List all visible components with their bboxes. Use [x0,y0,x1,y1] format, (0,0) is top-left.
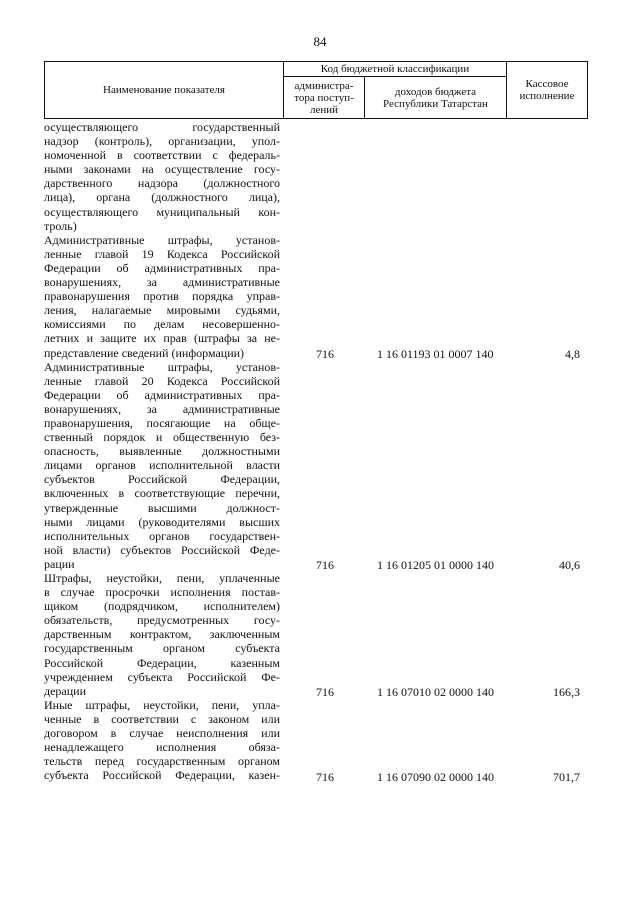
text-line: Административные штрафы, установ- [44,359,280,374]
header-administrator-column: администра-тора поступ-лений [283,76,365,119]
text-line: дарственным контрактом, заключенным [44,627,280,642]
text-line: троль) [44,218,77,233]
text-line: исполнительных органов государствен- [44,528,280,543]
text-line: правонарушения против порядка управ- [44,289,280,304]
text-line: в случае просрочки исполнения постав- [44,585,280,600]
text-line: ленные главой 20 Кодекса Российской [44,373,280,388]
paragraph [44,698,280,783]
text-line: ченные в соответствии с законом или [44,711,280,726]
text-line: тельств перед государственным органом [44,754,280,769]
text-line: дерации [44,683,87,698]
header-execution-column: Кассовое исполнение [506,61,588,119]
text-line: лица), органа (должностного лица), [44,190,280,205]
text-line: Штрафы, неустойки, пени, уплаченные [44,571,280,585]
income-classification-code: 1 16 01205 01 0000 140 [377,558,494,572]
text-line: ной власти) субъектов Российской Феде- [44,542,280,557]
paragraph [44,233,280,360]
text-line: ственный порядок и общественную без- [44,430,280,445]
administrator-code: 716 [316,770,334,784]
income-classification-code: 1 16 07010 02 0000 140 [377,685,494,699]
text-line: Иные штрафы, неустойки, пени, упла- [44,697,280,712]
header-budget-code-group: Код бюджетной классификации [283,61,507,77]
text-line: опасность, выявленные должностными [44,444,280,459]
paragraph [44,571,280,698]
execution-amount: 4,8 [565,347,580,361]
execution-amount: 166,3 [553,685,580,699]
text-line: ления, налагаемые мировыми судьями, [44,303,280,318]
administrator-code: 716 [316,347,334,361]
execution-amount: 701,7 [553,770,580,784]
text-line: осуществляющего государственный [44,120,280,134]
text-line: вонарушениях, за административные [44,401,280,416]
text-line: вонарушениях, за административные [44,275,280,290]
text-line: учреждением субъекта Российской Фе- [44,669,280,684]
text-line: обязательств, предусмотренных госу- [44,613,280,628]
execution-amount: 40,6 [559,558,580,572]
text-line: лицами органов исполнительной власти [44,458,280,473]
text-line: утвержденные высшими должност- [44,500,280,515]
header-name-column: Наименование показателя [44,61,284,119]
page-number: 84 [313,34,327,49]
text-line: Федерации об административных пра- [44,260,280,275]
administrator-code: 716 [316,558,334,572]
text-line: договором в случае неисполнения или [44,726,280,741]
administrator-code: 716 [316,685,334,699]
text-line: субъектов Российской Федерации, [44,472,280,487]
text-line: представление сведений (информации) [44,345,245,360]
text-line: надзор (контроль), организации, упол- [44,134,280,149]
text-line: ными лицами (руководителями высших [44,514,280,529]
income-classification-code: 1 16 01193 01 0007 140 [377,347,494,361]
text-line: правонарушения, посягающие на обще- [44,415,280,430]
paragraph [44,360,280,571]
text-line: Федерации об административных пра- [44,387,280,402]
indicator-text-column [44,120,280,782]
text-line: ненадлежащего исполнения обяза- [44,740,280,755]
text-line: Российской Федерации, казенным [44,655,280,670]
table-header [44,61,588,119]
header-income-column: доходов бюджета Республики Татарстан [364,76,507,119]
text-line: комиссиями по делам несовершенно- [44,317,280,332]
text-line: Административные штрафы, установ- [44,232,280,247]
text-line: дарственного надзора (должностного [44,176,280,191]
income-classification-code: 1 16 07090 02 0000 140 [377,770,494,784]
text-line: включенных в соответствующие перечни, [44,486,280,501]
text-line: щиком (подрядчиком, исполнителем) [44,599,280,614]
text-line: номоченной в соответствии с федераль- [44,148,280,163]
paragraph [44,120,280,233]
text-line: летних и защите их прав (штрафы за не- [44,331,280,346]
text-line: государственным органом субъекта [44,641,280,656]
text-line: ленные главой 19 Кодекса Российской [44,246,280,261]
text-line: осуществляющего муниципальный кон- [44,204,280,219]
text-line: рации [44,556,75,571]
text-line: ными законами на осуществление госу- [44,162,280,177]
text-line: субъекта Российской Федерации, казен- [44,768,280,783]
